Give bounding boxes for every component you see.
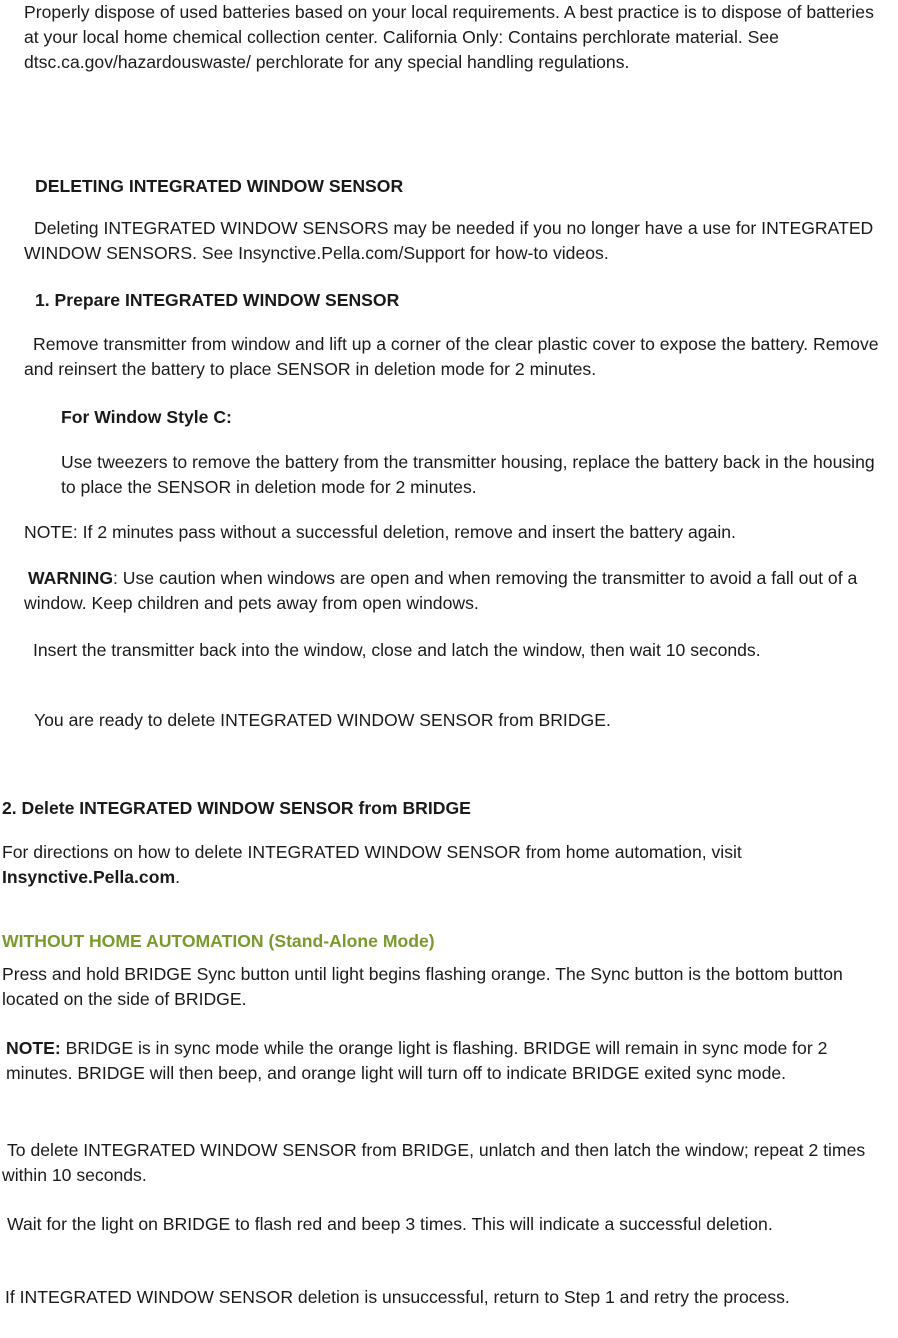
standalone-mode-heading: WITHOUT HOME AUTOMATION (Stand-Alone Mode) [2,931,435,951]
window-style-c-paragraph: Use tweezers to remove the battery from the transmitter housing, replace the battery back in the housing to place the SENSOR in deletion mode for 2 minutes. [61,452,875,497]
deleting-sensor-heading: DELETING INTEGRATED WINDOW SENSOR [35,176,404,196]
delete-sensor-instruction: To delete INTEGRATED WINDOW SENSOR from BRIDGE, unlatch and then latch the window; repeat 2 times within 10 seconds. [2,1140,866,1185]
note-text: BRIDGE is in sync mode while the orange light is flashing. BRIDGE will remain in sync mode for 2 minutes. BRIDGE will then beep, and orange light will turn off to indicate BRIDGE exited sync mode. [6,1038,828,1083]
ready-to-delete-paragraph: You are ready to delete INTEGRATED WINDOW SENSOR from BRIDGE. [34,710,611,730]
press-sync-paragraph: Press and hold BRIDGE Sync button until light begins flashing orange. The Sync button is the bottom button located on the side of BRIDGE. [2,964,843,1009]
unsuccessful-deletion-paragraph: If INTEGRATED WINDOW SENSOR deletion is unsuccessful, return to Step 1 and retry the process. [5,1287,790,1307]
step2-heading: 2. Delete INTEGRATED WINDOW SENSOR from BRIDGE [2,798,471,818]
step1-heading: 1. Prepare INTEGRATED WINDOW SENSOR [35,290,400,310]
sync-mode-note [6,1036,886,1086]
step2-directions-paragraph [2,840,882,890]
warning-paragraph [24,566,898,616]
step1-remove-paragraph: Remove transmitter from window and lift up a corner of the clear plastic cover to expose the battery. Remove and reinsert the battery to place SENSOR in deletion mode for 2 minutes. [24,334,879,379]
directions-prefix: For directions on how to delete INTEGRATED WINDOW SENSOR from home automation, visit [2,842,742,862]
warning-text: : Use caution when windows are open and when removing the transmitter to avoid a fall out of a window. Keep children and pets away from open windows. [24,568,858,613]
directions-suffix: . [175,867,180,887]
wait-for-light-paragraph: Wait for the light on BRIDGE to flash red and beep 3 times. This will indicate a successful deletion. [7,1214,773,1234]
note-label: NOTE: [6,1038,61,1058]
insert-transmitter-paragraph: Insert the transmitter back into the window, close and latch the window, then wait 10 seconds. [33,640,761,660]
insynctive-link[interactable]: Insynctive.Pella.com [2,867,176,887]
window-style-c-heading: For Window Style C: [61,407,232,427]
warning-label: WARNING [28,568,114,588]
step1-note: NOTE: If 2 minutes pass without a successful deletion, remove and insert the battery again. [24,522,736,542]
deleting-sensor-intro: Deleting INTEGRATED WINDOW SENSORS may be needed if you no longer have a use for INTEGRATED WINDOW SENSORS. See Insynctive.Pella.com/Support for how-to videos. [24,218,874,263]
battery-disposal-paragraph: Properly dispose of used batteries based on your local requirements. A best practice is to dispose of batteries at your local home chemical collection center. California Only: Contains perchlorate material. See dtsc.ca.gov/hazardouswaste/ perchlorate for any special handling regulations. [24,2,874,72]
